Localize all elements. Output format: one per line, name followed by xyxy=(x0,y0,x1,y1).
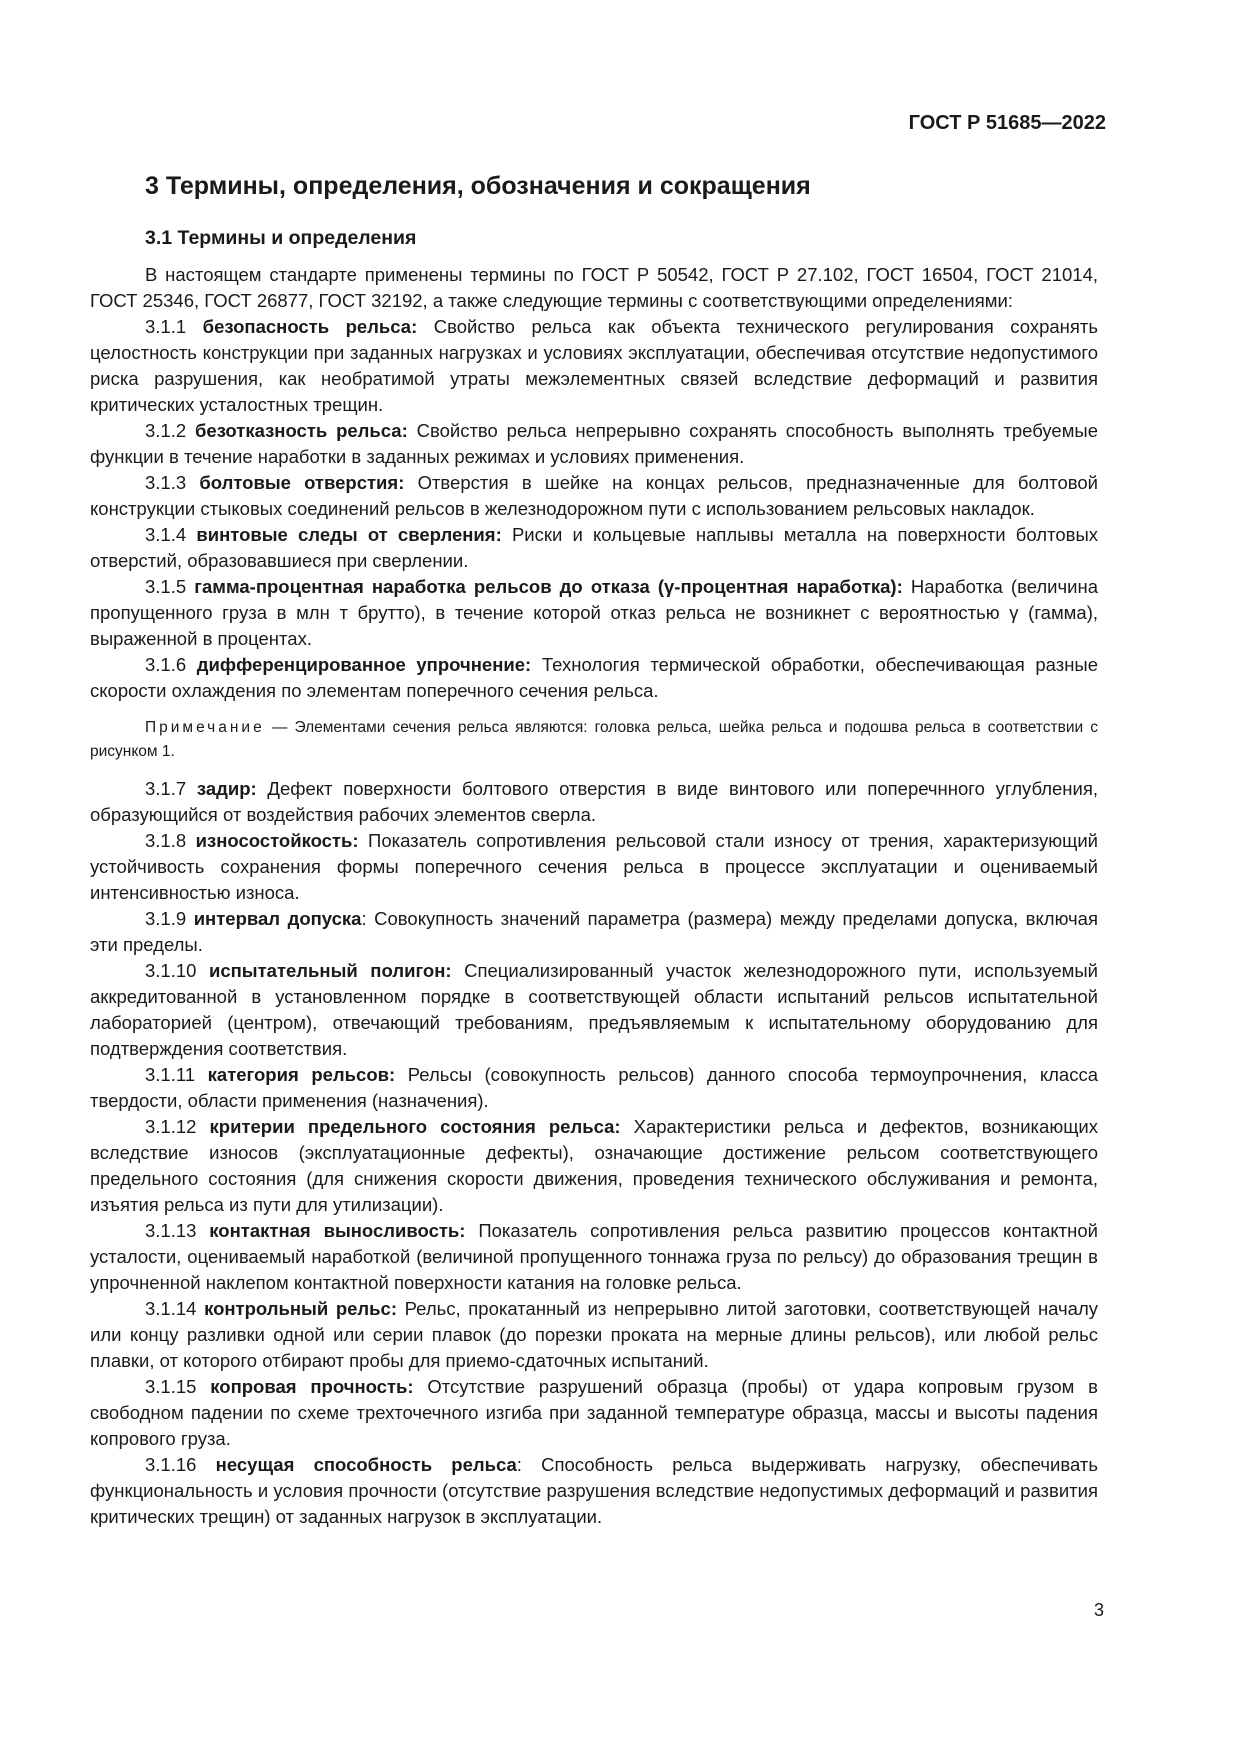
term-definition: Риски и кольцевые наплывы металла на поверхности болтовых отверстий, образовавшиеся при сверлении. xyxy=(90,524,1098,571)
term-name: винтовые следы от сверления: xyxy=(196,524,502,545)
term-definition: Свойство рельса непрерывно сохранять способность выполнять требуемые функции в течение наработки в заданных режимах и условиях применения. xyxy=(90,420,1099,467)
term-entry xyxy=(90,522,1098,574)
note-text: — Элементами сечения рельса являются: головка рельса, шейка рельса и подошва рельса в соответствии с рисунком 1. xyxy=(90,719,1098,760)
note-label: Примечание xyxy=(145,719,265,736)
term-entry xyxy=(90,418,1098,470)
term-number: 3.1.9 xyxy=(145,908,187,929)
term-name: износостойкость: xyxy=(195,830,359,851)
term-definition: Отверстия в шейке на концах рельсов, предназначенные для болтовой конструкции стыковых соединений рельсов в железнодорожном пути с использованием рельсовых накладок. xyxy=(90,472,1098,519)
term-name: дифференцированное упрочнение: xyxy=(196,654,532,675)
document-body xyxy=(90,262,1098,1530)
document-id-header: ГОСТ Р 51685—2022 xyxy=(908,112,1106,134)
term-definition: Показатель сопротивления рельса развитию процессов контактной усталости, оцениваемый наработкой (величиной пропущенного тоннажа груза по рельсу) до образования трещин в упрочненной наклепом контактной поверхности катания на головке рельса. xyxy=(90,1220,1098,1293)
term-number: 3.1.14 xyxy=(145,1298,197,1319)
term-name: болтовые отверстия: xyxy=(199,472,405,493)
term-definition: : Совокупность значений параметра (размера) между пределами допуска, включая эти пределы. xyxy=(90,908,1098,955)
term-definition: Технология термической обработки, обеспечивающая разные скорости охлаждения по элементам поперечного сечения рельса. xyxy=(90,654,1098,701)
term-name: контактная выносливость: xyxy=(209,1220,466,1241)
terms-list xyxy=(90,314,1098,704)
term-name: безопасность рельса: xyxy=(202,316,418,337)
term-number: 3.1.6 xyxy=(145,654,187,675)
term-entry xyxy=(90,574,1098,652)
term-number: 3.1.3 xyxy=(145,472,187,493)
term-number: 3.1.11 xyxy=(145,1064,196,1085)
term-entry xyxy=(90,906,1098,958)
term-number: 3.1.10 xyxy=(145,960,197,981)
term-definition: Дефект поверхности болтового отверстия в виде винтового или поперечнного углубления, образующийся от воздействия рабочих элементов сверла. xyxy=(90,778,1099,825)
term-definition: Показатель сопротивления рельсовой стали износу от трения, характеризующий устойчивость сохранения формы поперечного сечения рельса в процессе эксплуатации и оцениваемый интенсивностью износа. xyxy=(90,830,1098,903)
term-name: интервал допуска xyxy=(193,908,362,929)
term-number: 3.1.13 xyxy=(145,1220,197,1241)
term-name: категория рельсов: xyxy=(207,1064,396,1085)
term-name: несущая способность рельса xyxy=(215,1454,517,1475)
term-definition: Специализированный участок железнодорожного пути, используемый аккредитованной в установленном порядке в соответствующей области испытаний рельсов испытательной лабораторией (центром), отвечающий требованиям, предъявляемым к испытательному оборудованию для подтверждения соответствия. xyxy=(90,960,1098,1059)
term-entry xyxy=(90,1452,1098,1530)
term-definition: : Способность рельса выдерживать нагрузку, обеспечивать функциональность и условия прочности (отсутствие разрушения вследствие недопустимых деформаций и развития критических трещин) от заданных нагрузок в эксплуатации. xyxy=(90,1454,1099,1527)
term-entry xyxy=(90,828,1098,906)
term-entry xyxy=(90,652,1098,704)
note-paragraph xyxy=(90,716,1098,764)
term-entry xyxy=(90,1296,1098,1374)
term-name: контрольный рельс: xyxy=(204,1298,398,1319)
term-name: гамма-процентная наработка рельсов до отказа (γ-процентная наработка): xyxy=(194,576,903,597)
term-entry xyxy=(90,470,1098,522)
term-entry xyxy=(90,314,1098,418)
term-definition: Отсутствие разрушений образца (пробы) от удара копровым грузом в свободном падении по схеме трехточечного изгиба при заданной температуре образца, массы и высоты падения копрового груза. xyxy=(90,1376,1099,1449)
term-entry xyxy=(90,776,1098,828)
term-number: 3.1.1 xyxy=(145,316,187,337)
term-name: копровая прочность: xyxy=(210,1376,414,1397)
section-title: 3 Термины, определения, обозначения и сокращения xyxy=(145,172,811,200)
term-number: 3.1.4 xyxy=(145,524,187,545)
term-name: безотказность рельса: xyxy=(194,420,408,441)
term-name: задир: xyxy=(196,778,257,799)
term-number: 3.1.5 xyxy=(145,576,187,597)
intro-paragraph: В настоящем стандарте применены термины по ГОСТ Р 50542, ГОСТ Р 27.102, ГОСТ 16504, ГОСТ 21014, ГОСТ 25346, ГОСТ 26877, ГОСТ 32192, а также следующие термины с соответствующими определениями: xyxy=(90,264,1098,311)
term-entry xyxy=(90,1374,1098,1452)
term-number: 3.1.15 xyxy=(145,1376,197,1397)
term-entry xyxy=(90,1218,1098,1296)
term-entry xyxy=(90,1114,1098,1218)
term-definition: Наработка (величина пропущенного груза в млн т брутто), в течение которой отказ рельса не возникнет с вероятностью γ (гамма), выраженной в процентах. xyxy=(90,576,1098,649)
term-number: 3.1.2 xyxy=(145,420,187,441)
term-number: 3.1.12 xyxy=(145,1116,197,1137)
term-definition: Рельсы (совокупность рельсов) данного способа термоупрочнения, класса твердости, области применения (назначения). xyxy=(90,1064,1099,1111)
term-definition: Характеристики рельса и дефектов, возникающих вследствие износов (эксплуатационные дефекты), означающие достижение рельсом соответствующего предельного состояния (для снижения скорости движения, проведения технического обслуживания и ремонта, изъятия рельса из пути для утилизации). xyxy=(90,1116,1099,1215)
term-entry xyxy=(90,1062,1098,1114)
term-number: 3.1.16 xyxy=(145,1454,197,1475)
term-definition: Свойство рельса как объекта технического регулирования сохранять целостность конструкции при заданных нагрузках и условиях эксплуатации, обеспечивая отсутствие недопустимого риска разрушения, как необратимой утраты межэлементных связей вследствие деформаций и развития критических усталостных трещин. xyxy=(90,316,1099,415)
terms-list-2 xyxy=(90,776,1098,1530)
page-number: 3 xyxy=(1093,1600,1104,1620)
subsection-title: 3.1 Термины и определения xyxy=(145,227,417,249)
term-definition: Рельс, прокатанный из непрерывно литой заготовки, соответствующей началу или концу разливки одной или серии плавок (до порезки проката на мерные длины рельсов), или любой рельс плавки, от которого отбирают пробы для приемо-сдаточных испытаний. xyxy=(90,1298,1099,1371)
term-number: 3.1.8 xyxy=(145,830,187,851)
term-name: испытательный полигон: xyxy=(208,960,452,981)
term-number: 3.1.7 xyxy=(145,778,187,799)
term-entry xyxy=(90,958,1098,1062)
term-name: критерии предельного состояния рельса: xyxy=(209,1116,621,1137)
